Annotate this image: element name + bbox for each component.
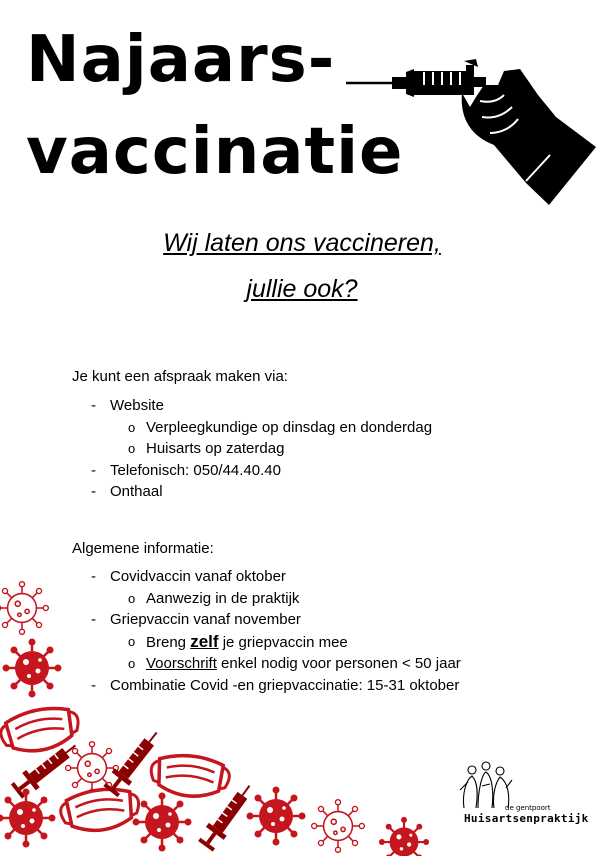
flu-label: Griepvaccin vanaf november bbox=[110, 611, 301, 628]
title-line-2: vaccinatie bbox=[26, 115, 404, 189]
appointment-intro: Je kunt een afspraak maken via: bbox=[72, 368, 288, 385]
face-mask-icon bbox=[58, 785, 141, 836]
logo-name: Huisartsenpraktijk bbox=[464, 812, 589, 825]
zelf-emphasis: zelf bbox=[190, 631, 219, 651]
virus-icon bbox=[3, 639, 62, 698]
website-sublist bbox=[110, 417, 432, 460]
virus-icon bbox=[247, 787, 306, 846]
prescription-text: enkel nodig voor personen < 50 jaar bbox=[216, 655, 461, 672]
title-line-1: Najaars- bbox=[26, 23, 336, 97]
virus-icon bbox=[379, 817, 429, 856]
corner-decoration bbox=[0, 570, 460, 856]
general-info-heading: Algemene informatie: bbox=[72, 540, 214, 557]
covid-label: Covidvaccin vanaf oktober bbox=[110, 568, 286, 585]
virus-icon bbox=[66, 742, 119, 795]
virus-icon bbox=[0, 582, 48, 635]
list-item: - Onthaal bbox=[72, 481, 432, 503]
prescription-word: Voorschrift bbox=[146, 655, 217, 672]
virus-icon bbox=[312, 800, 365, 853]
bring-text: Breng bbox=[146, 633, 191, 651]
list-item: o Huisarts op zaterdag bbox=[110, 438, 432, 460]
syringe-hand-icon bbox=[344, 55, 600, 211]
website-label: Website bbox=[110, 397, 164, 414]
practice-logo-icon bbox=[456, 760, 516, 810]
list-item: - Telefonisch: 050/44.40.40 bbox=[72, 460, 432, 482]
bring-text-end: je griepvaccin mee bbox=[218, 633, 348, 651]
subtitle-line-1: Wij laten ons vaccineren, bbox=[163, 229, 441, 257]
list-item bbox=[72, 395, 432, 460]
list-item: - Combinatie Covid -en griepvaccinatie: 15-31 oktober bbox=[72, 675, 461, 697]
logo-subtitle: de gentpoort bbox=[505, 804, 551, 812]
virus-icon bbox=[133, 793, 192, 852]
appointment-list bbox=[72, 395, 432, 503]
virus-icon bbox=[0, 789, 56, 848]
list-item: o Verpleegkundige op dinsdag en donderdag bbox=[110, 417, 432, 439]
subtitle-line-2: jullie ook? bbox=[246, 275, 358, 303]
list-item: o Aanwezig in de praktijk bbox=[110, 588, 461, 610]
